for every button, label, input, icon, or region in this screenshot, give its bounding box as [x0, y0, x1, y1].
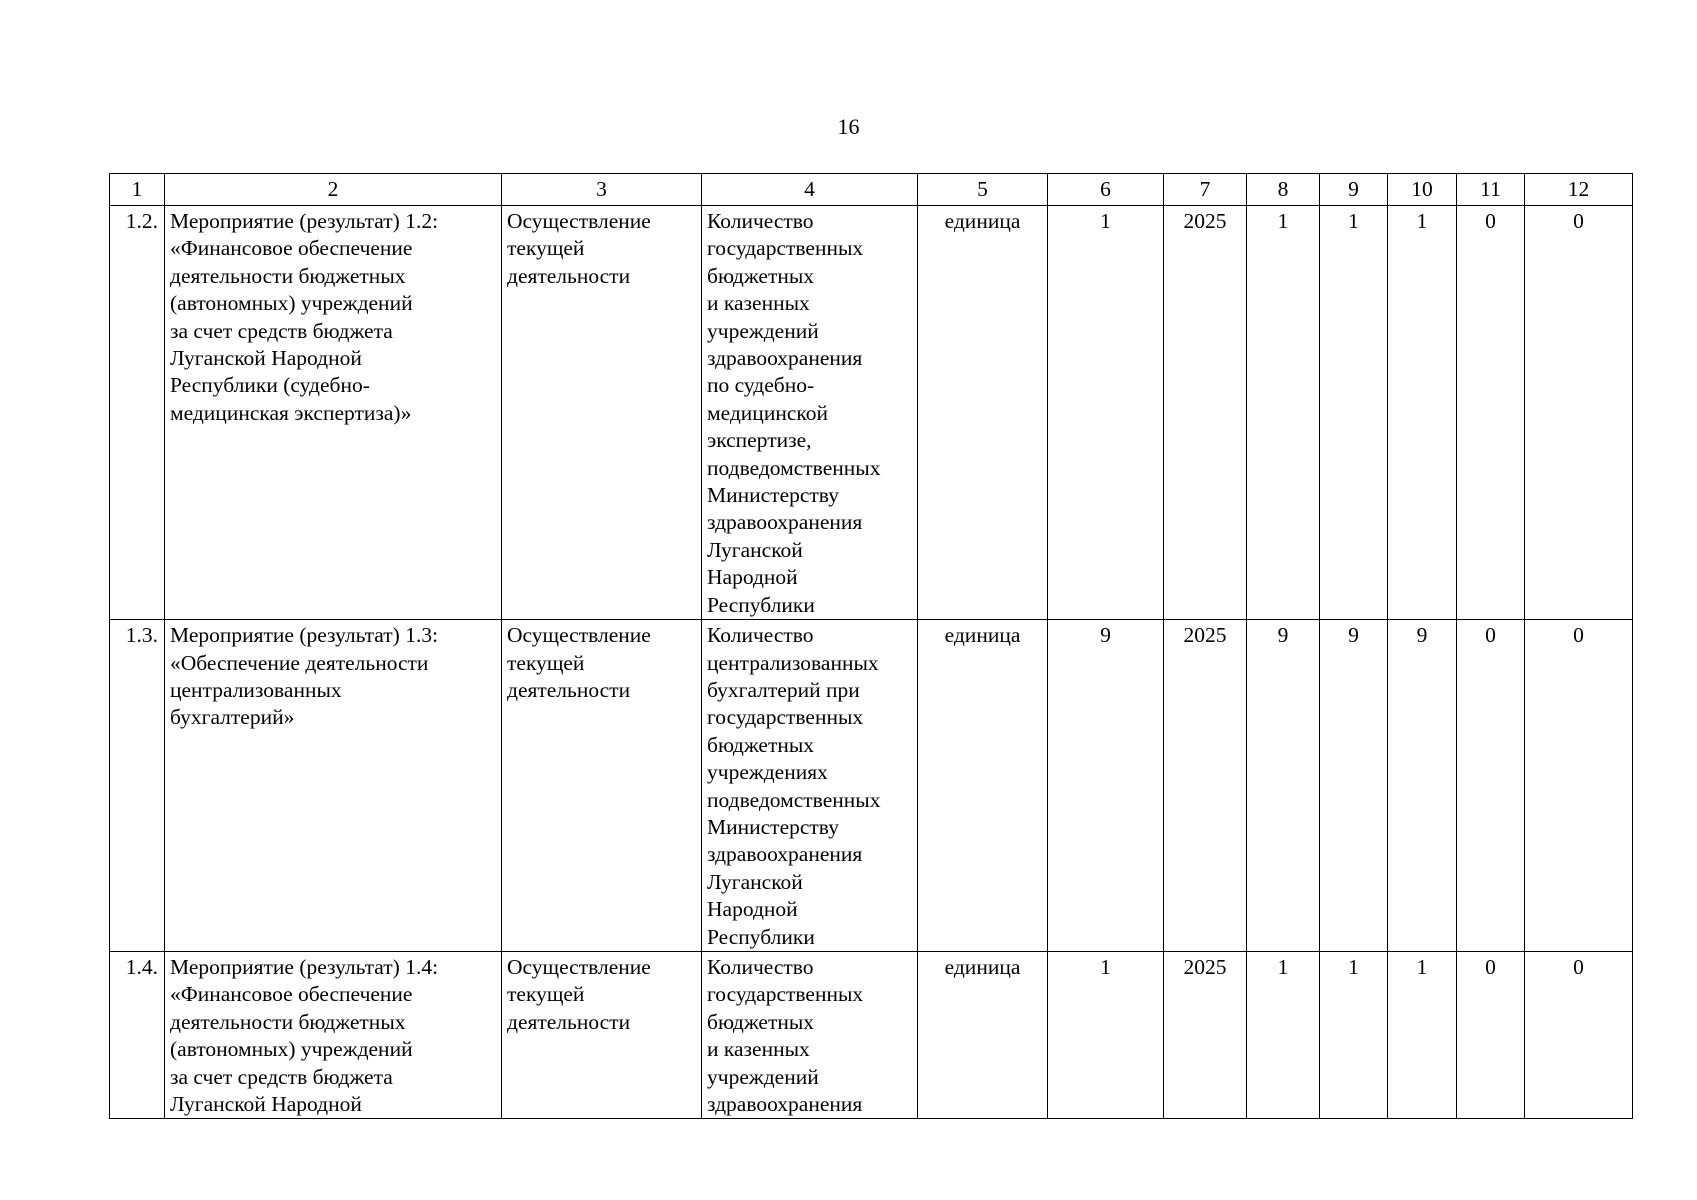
value-cell-6: 1 — [1048, 951, 1164, 1118]
row-number: 1.3. — [110, 620, 165, 952]
column-header: 5 — [918, 174, 1048, 206]
value-cell-8: 1 — [1247, 206, 1320, 620]
value-cell-9: 1 — [1320, 206, 1388, 620]
table-row — [110, 620, 1633, 952]
unit-cell: единица — [918, 620, 1048, 952]
column-header: 3 — [502, 174, 702, 206]
unit-cell: единица — [918, 951, 1048, 1118]
row-number: 1.4. — [110, 951, 165, 1118]
year-cell: 2025 — [1164, 951, 1247, 1118]
value-cell-10: 9 — [1388, 620, 1457, 952]
year-cell: 2025 — [1164, 206, 1247, 620]
measure-name: Мероприятие (результат) 1.2: «Финансовое обеспечение деятельности бюджетных (автономных) учреждений за счет средств бюджета Луганской Народной Республики (судебно- медицинская экспертиза)» — [165, 206, 502, 620]
unit-cell: единица — [918, 206, 1048, 620]
indicator-name: Количество государственных бюджетных и казенных учреждений здравоохранения по судебно- медицинской экспертизе, подведомственных Министерству здравоохранения Луганской Народной Республики — [702, 206, 918, 620]
column-header: 2 — [165, 174, 502, 206]
column-header: 12 — [1525, 174, 1633, 206]
value-cell-11: 0 — [1457, 206, 1525, 620]
column-header: 4 — [702, 174, 918, 206]
table-row — [110, 951, 1633, 1118]
value-cell-10: 1 — [1388, 951, 1457, 1118]
indicator-name: Количество государственных бюджетных и казенных учреждений здравоохранения — [702, 951, 918, 1118]
year-cell: 2025 — [1164, 620, 1247, 952]
measures-table — [109, 173, 1633, 1119]
value-cell-9: 9 — [1320, 620, 1388, 952]
column-header: 11 — [1457, 174, 1525, 206]
value-cell-8: 1 — [1247, 951, 1320, 1118]
column-header: 6 — [1048, 174, 1164, 206]
value-cell-12: 0 — [1525, 620, 1633, 952]
value-cell-11: 0 — [1457, 951, 1525, 1118]
column-header: 10 — [1388, 174, 1457, 206]
value-cell-6: 9 — [1048, 620, 1164, 952]
measure-type: Осуществление текущей деятельности — [502, 951, 702, 1118]
measure-type: Осуществление текущей деятельности — [502, 206, 702, 620]
value-cell-8: 9 — [1247, 620, 1320, 952]
value-cell-12: 0 — [1525, 951, 1633, 1118]
indicator-name: Количество централизованных бухгалтерий при государственных бюджетных учреждениях подведомственных Министерству здравоохранения Луганской Народной Республики — [702, 620, 918, 952]
value-cell-6: 1 — [1048, 206, 1164, 620]
page-number: 16 — [837, 114, 860, 139]
column-header: 7 — [1164, 174, 1247, 206]
measure-name: Мероприятие (результат) 1.4: «Финансовое обеспечение деятельности бюджетных (автономных) учреждений за счет средств бюджета Луганской Народной — [165, 951, 502, 1118]
column-header: 8 — [1247, 174, 1320, 206]
column-header: 1 — [110, 174, 165, 206]
value-cell-9: 1 — [1320, 951, 1388, 1118]
value-cell-11: 0 — [1457, 620, 1525, 952]
row-number: 1.2. — [110, 206, 165, 620]
measure-type: Осуществление текущей деятельности — [502, 620, 702, 952]
value-cell-12: 0 — [1525, 206, 1633, 620]
table-row — [110, 206, 1633, 620]
column-header: 9 — [1320, 174, 1388, 206]
measure-name: Мероприятие (результат) 1.3: «Обеспечение деятельности централизованных бухгалтерий» — [165, 620, 502, 952]
value-cell-10: 1 — [1388, 206, 1457, 620]
table-header-row — [110, 174, 1633, 206]
